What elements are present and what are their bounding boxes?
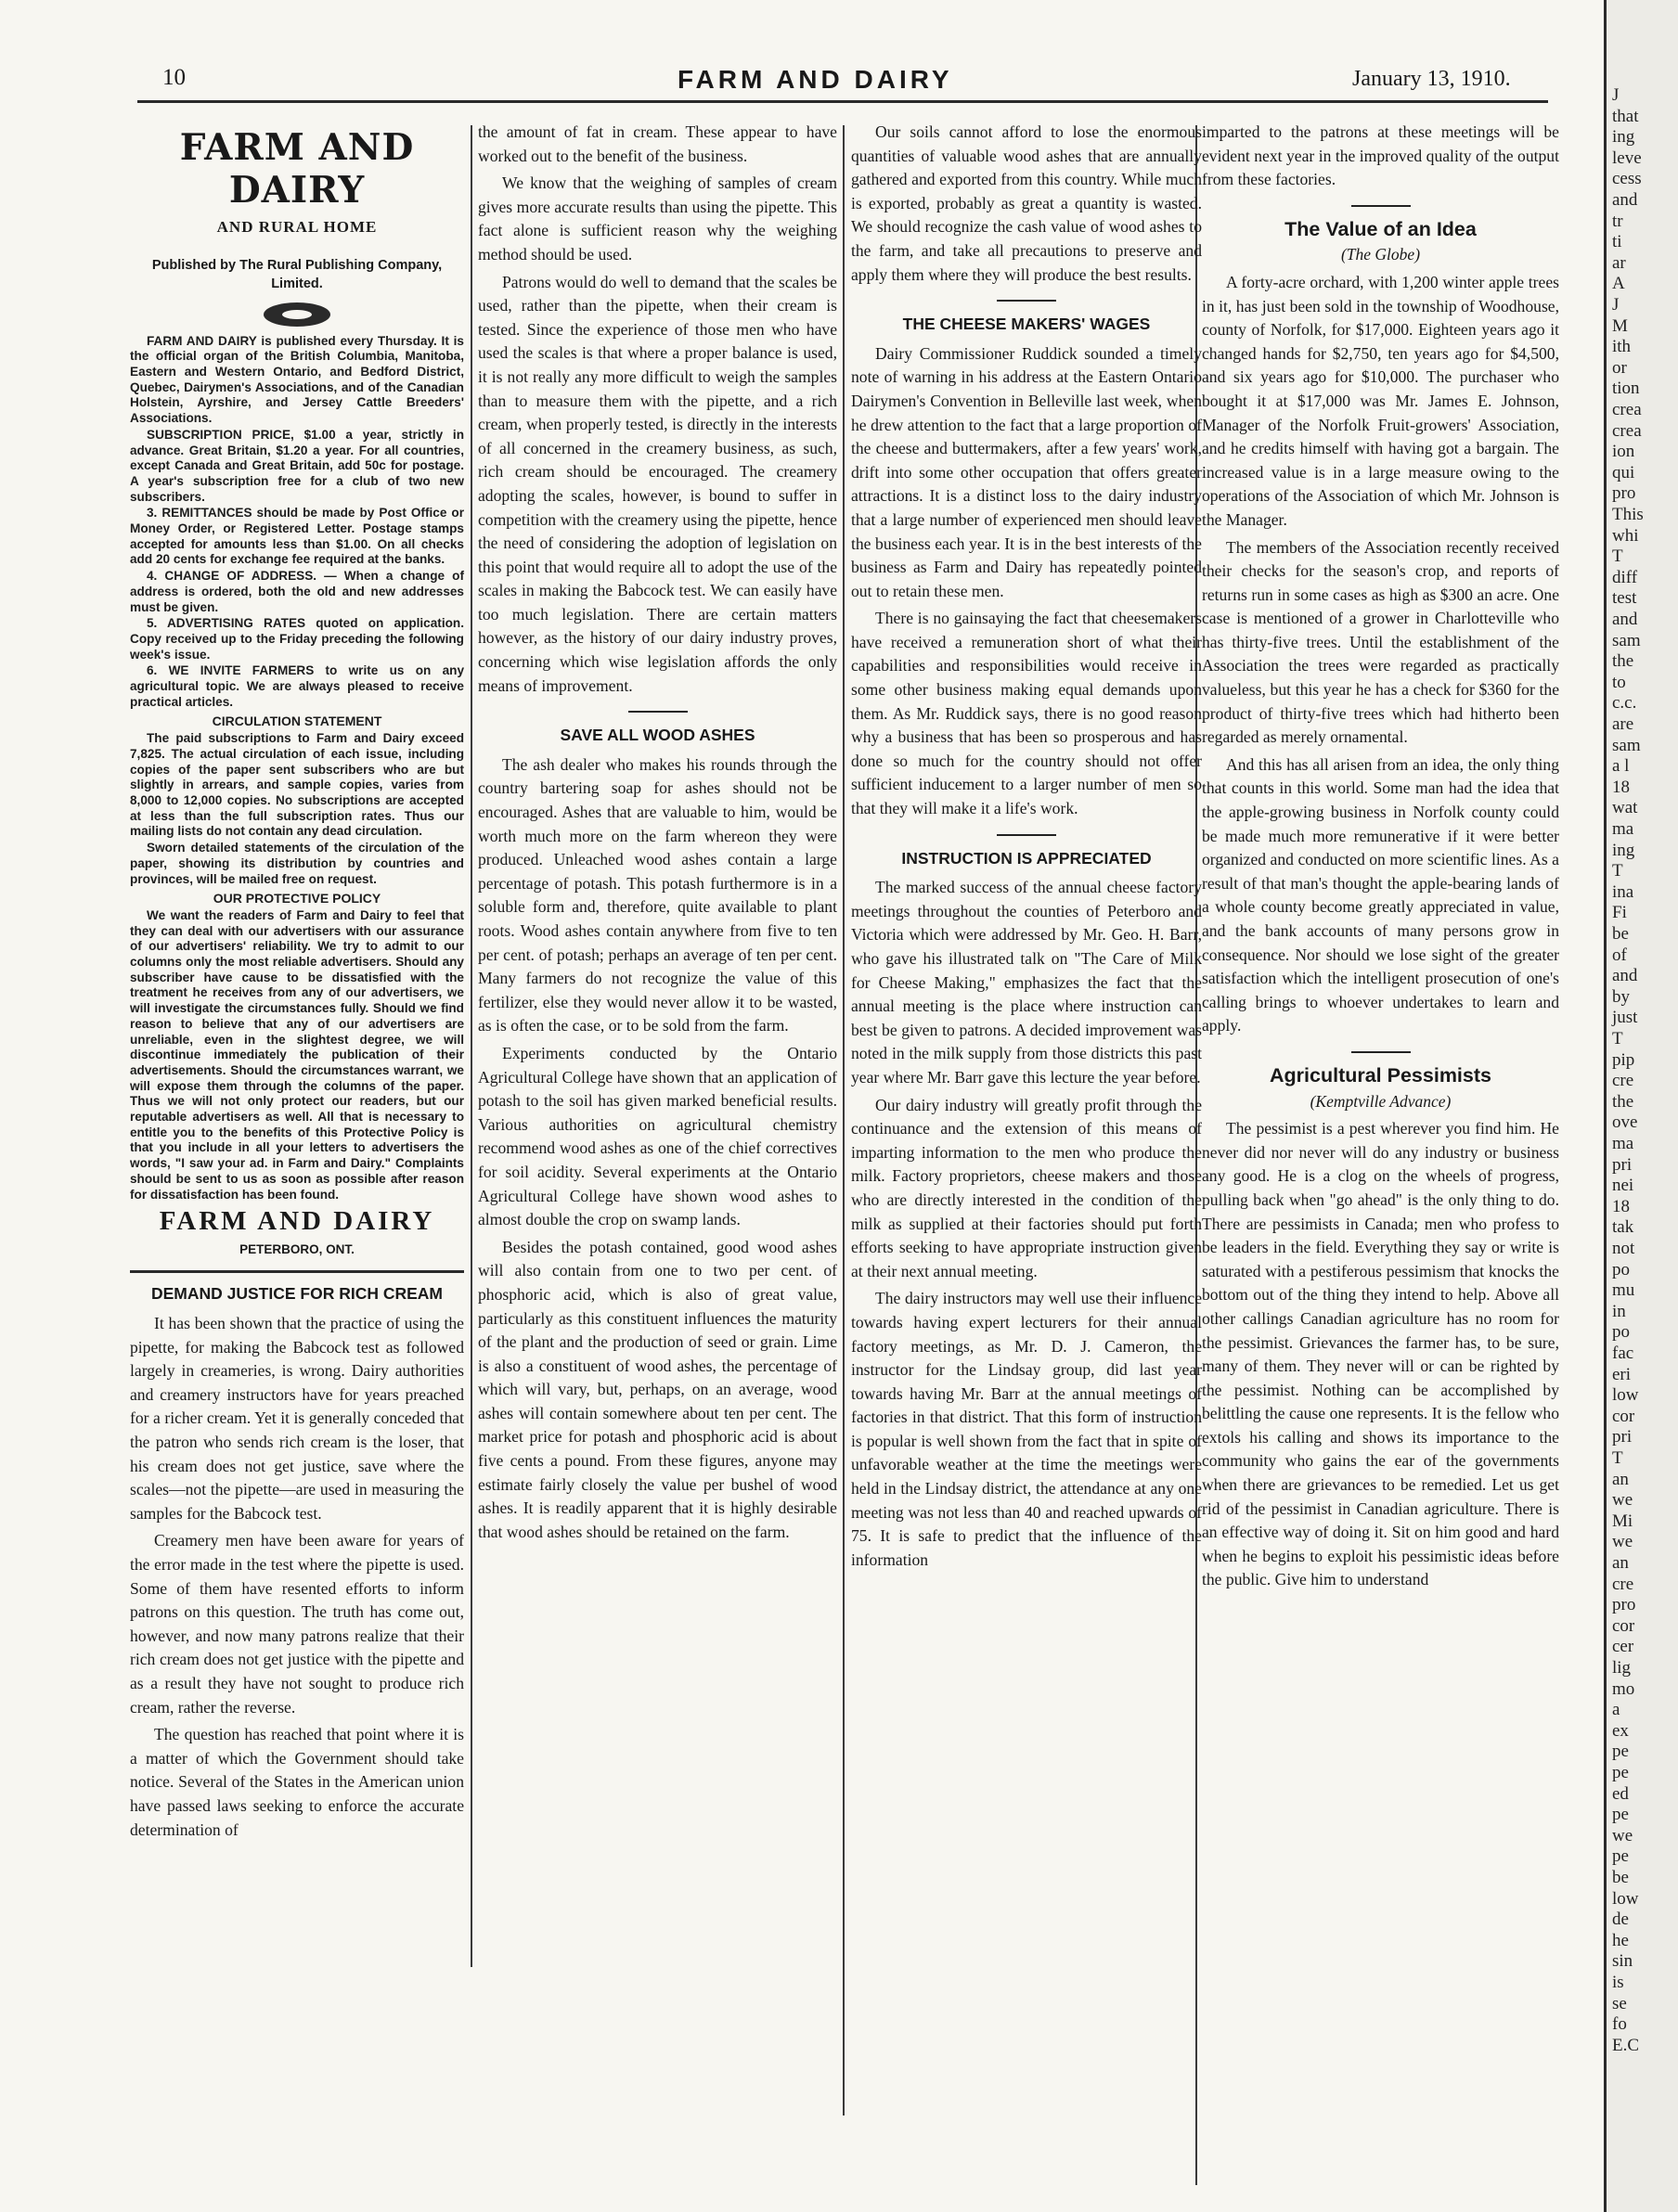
section-rule [628,711,688,713]
next-page-fragment: 18 [1612,1196,1630,1216]
next-page-fragment: lig [1612,1658,1632,1678]
next-page-fragment: crea [1612,420,1642,441]
next-page-fragment: ti [1612,232,1622,252]
notice: 4. CHANGE OF ADDRESS. — When a change of address is ordered, both the old and new addresses must be given. [130,569,464,614]
article-paragraph: The ash dealer who makes his rounds through the country bartering soap for ashes should not be encouraged. Ashes that are valuable to him, would be worth much more on the farm whereon they were produced. Unleached wood ashes contain a large percentage of potash. This potash furthermore is in a soluble form and, therefore, quite available to plant roots. Wood ashes contain anywhere from five to ten per cent. of potash; perhaps an average of ten per cent. Many farmers do not recognize the value of this fertilizer, else they would never allow it to be wasted, as is often the case, or to be sold from the farm. [478,754,837,1035]
issue-date: January 13, 1910. [1352,67,1511,91]
next-page-fragment: cor [1612,1615,1635,1636]
column-3 [851,121,1202,1575]
next-page-fragment: cre [1612,1574,1634,1594]
article-title: The Value of an Idea [1284,217,1477,240]
next-page-fragment: po [1612,1322,1630,1343]
next-page-fragment: qui [1612,462,1635,482]
next-page-fragment: pro [1612,483,1636,504]
article-paragraph: The members of the Association recently received their checks for the season's crop, and reports of returns run in some cases as high as $300 an acre. One case is mentioned of a grower in Charlotteville who has thirty-five trees. Until the establishment of the Association the trees were regarded as practically valueless, but this year he has a check for $360 for the product of thirty-five trees which had hitherto been regarded as merely ornamental. [1202,537,1559,747]
next-page-fragment: be [1612,924,1629,944]
next-page-fragment: cre [1612,1071,1634,1091]
next-page-fragment: pri [1612,1427,1633,1447]
notice: 6. WE INVITE FARMERS to write us on any agricultural topic. We are always pleased to receive practical articles. [130,663,464,709]
next-page-fragment: T [1612,1448,1623,1468]
next-page-fragment: cer [1612,1637,1634,1657]
masthead-address: PETERBORO, ONT. [239,1241,355,1256]
next-page-fragment: se [1612,1993,1627,2013]
next-page-fragment: just [1612,1008,1638,1028]
next-page-fragment: crea [1612,400,1642,419]
article-paragraph: The question has reached that point where it is a matter of which the Government should take notice. Several of the States in the American union have passed laws seeking to enforce the accurate determination of [130,1725,464,1839]
notice: FARM AND DAIRY is published every Thursday. It is the official organ of the British Columbia, Manitoba, Eastern and Western Ontario, and Bedford District, Quebec, Dairymen's Associations, and of the Canadian Holstein, Ayrshire, and Jersey Cattle Breeders' Associations. [130,333,464,426]
notice: 5. ADVERTISING RATES quoted on application. Copy received up to the Friday preceding the following week's issue. [130,616,464,662]
next-page-fragment: mo [1612,1678,1635,1699]
masthead-subtitle: AND RURAL HOME [216,218,378,236]
next-page-fragment: sam [1612,735,1641,755]
next-page-fragment: sin [1612,1951,1633,1972]
next-page-fragment: in [1612,1301,1626,1321]
column-rule [843,125,845,2116]
next-page-fragment: test [1612,588,1637,609]
masthead-title: FARM AND DAIRY [179,126,415,212]
next-page-fragment: ina [1612,881,1634,902]
page-header [162,65,1555,102]
notice: 3. REMITTANCES should be made by Post Office or Money Order, or Registered Letter. Postage stamps accepted for amounts less than $1.00. On all checks add 20 cents for exchange fee required at the banks. [130,506,464,567]
article-paragraph: There is no gainsaying the fact that cheesemakers have received a remuneration short of what their capabilities and responsibilities would receive in some other business making equal demands upon them. As Mr. Ruddick says, there is no good reason why a business that has been so prosperous and has done so much for the country should not offer sufficient inducement to a larger number of men so that they will make it a life's work. [851,609,1202,818]
next-page-fragment: we [1612,1532,1633,1552]
section-rule [130,1270,464,1273]
article-title: SAVE ALL WOOD ASHES [560,726,755,745]
next-page-fragment: that [1612,106,1639,126]
next-page-fragment: whi [1612,525,1639,546]
next-page-fragment: and [1612,610,1638,629]
article-paragraph: Our dairy industry will greatly profit through the continuance and the extension of this means of imparting information to the men who produce the milk. Factory proprietors, cheese makers and those who are directly interested in the condition of the milk as supplied at their factories should put forth efforts seeking to have appropriate instruction given at their next annual meeting. [851,1095,1202,1280]
next-page-fragment: ma [1612,819,1634,839]
article-title: THE CHEESE MAKERS' WAGES [902,315,1151,334]
article-paragraph: imparted to the patrons at these meetings will be evident next year in the improved quality of the output from these factories. [1202,122,1559,189]
next-page-fragment: a l [1612,756,1630,777]
next-page-fragment: T [1612,547,1623,567]
next-page-fragment: are [1612,714,1634,734]
next-page-fragment: eri [1612,1364,1632,1384]
next-page-fragment: J [1612,295,1620,315]
next-page-fragment: de [1612,1910,1629,1930]
next-page-fragment: we [1612,1490,1633,1511]
next-page-fragment: of [1612,945,1627,965]
next-page-fragment: the [1612,1091,1634,1112]
article-paragraph: Patrons would do well to demand that the scales be used, rather than the pipette, when their cream is tested. Since the experience of those men who have used the scales is that where a proper balance is used, it is not really any more difficult to weigh the samples than to measure them with the pipette, and a rich cream, when properly tested, is directly in the interests of all concerned in the creamery business, as such, rich cream should be encouraged. The creamery adopting the scales, however, is bound to suffer in competition with the creamery using the pipette, hence the need of considering the adoption of legislation on this point that would require all to adopt the use of the scales in making the Babcock test. We can easily have too much legislation. There are certain matters however, as the history of our dairy industry proves, concerning which wise legislation affords the only means of improvement. [478,272,837,695]
next-page-fragment: tion [1612,379,1640,399]
circulation-text: The paid subscriptions to Farm and Dairy exceed 7,825. The actual circulation of each issue, including copies of the paper sent subscribers who are but slightly in arrears, and sample copies, varies from 8,000 to 12,000 copies. No subscriptions are accepted at less than the full subscription rates. Thus our mailing lists do not contain any dead circulation. [130,731,464,839]
next-page-fragment: This [1612,505,1644,524]
article-paragraph: The marked success of the annual cheese factory meetings throughout the counties of Peterboro and Victoria which were addressed by Mr. Geo. H. Barr, who gave his illustrated talk on "The Care of Milk for Cheese Making," emphasizes the fact that the annual meeting is the place where instruction can best be given to patrons. A decided improvement was noted in the milk supply from those districts this past year where Mr. Barr gave this lecture the year before. [851,878,1202,1087]
next-page-fragment: not [1612,1239,1635,1258]
next-page-fragment: pe [1612,1742,1629,1762]
next-page-fragment: ing [1612,840,1635,860]
next-page-fragment: E.C [1612,2035,1640,2055]
next-page-fragment: he [1612,1930,1629,1950]
article-paragraph: Creamery men have been aware for years of the error made in the test where the pipette is used. Some of them have resented efforts to inform patrons on this question. The truth has come out, however, and now many patrons realize that their rich cream does not get justice with the pipette and as a result they have not sought to produce rich cream, rather the reverse. [130,1531,464,1717]
section-rule [1351,1051,1411,1053]
next-page-fragment: by [1612,986,1630,1007]
next-page-fragment: T [1612,861,1623,881]
next-page-fragment: the [1612,651,1634,672]
next-page-fragment: pip [1612,1049,1635,1070]
article-paragraph: It has been shown that the practice of using the pipette, for making the Babcock test as followed largely in creameries, is wrong. Dairy authorities and creamery instructors have for years preached for a richer cream. Yet it is generally conceded that the patron who sends rich cream is the loser, that his cream does not get justice, save where the scales—not the pipette—are used in measuring the samples for the Babcock test. [130,1314,464,1523]
policy-text: We want the readers of Farm and Dairy to feel that they can deal with our advertisers with our assurance of our advertisers' reliability. We try to admit to our columns only the most reliable advertisers. Should any subscriber have cause to be dissatisfied with the treatment he receives from any of our advertisers, we will investigate the circumstances fully. Should we find reason to believe that any of our advertisers are unreliable, even in the slightest degree, we will discontinue immediately the publication of their advertisements. Should the circumstances warrant, we will expose them through the columns of the paper. Thus we will not only protect our readers, but our reputable advertisers as well. All that is necessary to entitle you to the benefits of this Protective Policy is that you include in all your letters to advertisers the words, "I saw your ad. in Farm and Dairy." Complaints should be sent to us as soon as possible after reason for dissatisfaction has been found. [130,907,464,1202]
column-2 [478,121,837,1548]
next-page-fragment: M [1612,315,1628,336]
policy-heading: OUR PROTECTIVE POLICY [213,891,381,907]
next-page-fragment: 18 [1612,777,1630,797]
next-page-fragment: ing [1612,127,1635,148]
notice: SUBSCRIPTION PRICE, $1.00 a year, strictly in advance. Great Britain, $1.20 a year. For all countries, except Canada and Great Britain, add 50c for postage. A year's subscription free for a club of two new subscribers. [130,427,464,504]
next-page-fragment: nei [1612,1176,1634,1196]
next-page-fragment: is [1612,1973,1624,1992]
next-page-fragment: Mi [1612,1511,1633,1531]
next-page-fragment: be [1612,1868,1629,1887]
column-4 [1202,121,1559,1596]
section-rule [997,300,1056,302]
article-title: INSTRUCTION IS APPRECIATED [901,848,1152,868]
column-1 [130,121,464,1845]
column-rule [471,125,472,1967]
next-page-fragment: leve [1612,148,1642,168]
next-page-fragment: J [1612,85,1620,105]
next-page-fragment: ion [1612,442,1635,462]
next-page-fragment: mu [1612,1280,1635,1301]
next-page-fragment: diff [1612,567,1638,587]
next-page-fragment: ed [1612,1783,1629,1804]
article-paragraph: A forty-acre orchard, with 1,200 winter apple trees in it, has just been sold in the township of Woodhouse, county of Norfolk, for $17,000. Eighteen years ago it changed hands for $2,750, ten years ago for $4,500, and six years ago for $10,000. The purchaser who bought it at $17,000 was Mr. James E. Johnson, Manager of the Norfolk Fruit-growers' Association, and he credits himself with having got a bargain. The increased value is in a large measure owing to the operations of the Association of which Mr. Johnson is the Manager. [1202,272,1559,529]
circulation-heading: CIRCULATION STATEMENT [212,714,382,729]
next-page-edge [1604,0,1678,2212]
article-title: Agricultural Pessimists [1270,1063,1491,1087]
article-source: (Kemptville Advance) [1310,1091,1452,1111]
next-page-fragment: and [1612,190,1638,210]
next-page-fragment: c.c. [1612,693,1637,714]
next-page-fragment: pri [1612,1154,1633,1175]
section-rule [997,834,1056,836]
circulation-text: Sworn detailed statements of the circulation of the paper, showing its distribution by countries and provinces, will be mailed free on request. [130,841,464,886]
next-page-fragment: sam [1612,630,1641,650]
next-page-fragment: tr [1612,211,1623,231]
next-page-fragment: an [1612,1469,1629,1489]
article-paragraph: And this has all arisen from an idea, the only thing that counts in this world. Some man had the idea that the apple-growing business in Norfolk county could be made much more remunerative if it were better organized and conducted on more scientific lines. As a result of that man's thought the apple-bearing lands of a whole county become greatly appreciated in value, and the bank accounts of many persons grow in consequence. Nor should we lose sight of the greater satisfaction which the intelligent prosecution of one's calling brings to whoever undertakes to learn and apply. [1202,754,1559,1035]
next-page-fragment: cor [1612,1406,1635,1426]
header-rule [137,100,1548,103]
article-paragraph: Dairy Commissioner Ruddick sounded a timely note of warning in his address at the Eastern Ontario Dairymen's Convention in Belleville last week, when he drew attention to the fact that a large proportion of the cheese and buttermakers, after a few years' work, drift into some other occupation that offers greater attractions. It is a distinct loss to the dairy industry that a large number of experienced men should leave the business each year. It is in the best interests of the business as Farm and Dairy has repeatedly pointed out to retain these men. [851,343,1202,600]
next-page-fragment: pe [1612,1805,1629,1825]
article-title: DEMAND JUSTICE FOR RICH CREAM [150,1284,444,1304]
article-source: (The Globe) [1340,245,1421,264]
article-paragraph: The pessimist is a pest wherever you find him. He never did nor never will do any industry or business any good. He is a clog on the wheels of progress, pulling back when "go ahead" is the only thing to do. There are pessimists in Canada; men who profess to be leaders in the field. Everything they say or write is saturated with a pestiferous pessimism that knocks the bottom out of the thing they intend to help. Above all other callings Canadian agriculture has no room for the pessimist. Grievances the farmer has, to be sure, many of them. They never will or can be righted by the pessimist. Nothing can be accomplished by belittling the cause one represents. It is the fellow who extols his calling and shows its importance to the community who gains the ear of the governments when there are grievances to be remedied. Let us get rid of the pessimist in Canadian agriculture. There is an effective way of doing it. Sit on him good and hard when he begins to exploit his pessimistic ideas before the public. Give him to understand [1202,1119,1559,1589]
masthead-footer-title: FARM AND DAIRY [159,1206,435,1237]
next-page-fragment: Fi [1612,903,1627,923]
section-rule [1351,205,1411,207]
next-page-fragment: ar [1612,252,1626,273]
next-page-fragment: low [1612,1385,1639,1406]
next-page-fragment: pe [1612,1846,1629,1867]
article-paragraph: the amount of fat in cream. These appear to have worked out to the benefit of the business. [478,122,837,165]
next-page-fragment: cess [1612,169,1642,189]
next-page-fragment: and [1612,966,1638,986]
next-page-fragment: T [1612,1029,1623,1048]
next-page-fragment: ma [1612,1134,1634,1153]
next-page-fragment: ith [1612,337,1632,357]
next-page-fragment: A [1612,274,1625,294]
next-page-fragment: low [1612,1888,1639,1909]
next-page-fragment: we [1612,1825,1633,1845]
next-page-fragment: pe [1612,1763,1629,1782]
next-page-fragment: tak [1612,1217,1634,1238]
page-number: 10 [162,65,186,90]
article-paragraph: The dairy instructors may well use their influence towards having expert lecturers for their annual factory meetings, as Mr. D. J. Cameron, the instructor for the Lindsay group, did last year towards having Mr. Barr at the annual meetings of factories in that district. That this form of instruction is popular is well shown from the fact that in spite of unfavorable weather at the time the meetings were held in the Lindsay district, the attendance at any one meeting was not less than 40 and reached upwards of 75. It is safe to predict that the influence of the information [851,1289,1202,1569]
next-page-fragment: pro [1612,1595,1636,1615]
next-page-fragment: fac [1612,1344,1634,1363]
article-paragraph: Experiments conducted by the Ontario Agricultural College have shown that an application of potash to the soil has given marked beneficial results. Various authorities on agricultural chemistry recommend wood ashes as one of the chief correctives for soil acidity. Several experiments at the Ontario Agricultural College have shown wood ashes to almost double the crop on swamp lands. [478,1043,837,1229]
next-page-fragment: an [1612,1553,1629,1573]
next-page-fragment: to [1612,672,1626,692]
next-page-fragment: ex [1612,1720,1629,1741]
ornament-icon [264,302,330,327]
article-paragraph: We know that the weighing of samples of cream gives more accurate results than using the pipette. This fact alone is sufficient reason why the weighing method should be used. [478,174,837,264]
next-page-fragment: ove [1612,1112,1638,1133]
next-page-fragment: a [1612,1700,1620,1720]
article-paragraph: Besides the potash contained, good wood ashes will also contain from one to two per cent. of phosphoric acid, which is also of great value, particularly as this constituent influences the maturity of the plant and the production of seed or grain. Lime is also a constituent of wood ashes, the percentage of which will vary, but, perhaps, on an average, wood ashes will contain somewhere about ten per cent. The market price for potash and phosphoric acid is about five cents a pound. From these figures, anyone may estimate fairly closely the value per bushel of wood ashes. It is readily apparent that it is highly desirable that wood ashes should be retained on the farm. [478,1237,837,1541]
next-page-fragment: or [1612,357,1627,378]
next-page-fragment: fo [1612,2014,1627,2035]
next-page-fragment: wat [1612,798,1638,818]
running-title: FARM AND DAIRY [678,65,953,94]
publication-notices [130,334,464,1203]
article-paragraph: Our soils cannot afford to lose the enormous quantities of valuable wood ashes that are annually gathered and exported from this country. While much is exported, probably as great a quantity is wasted. We should recognize the cash value of wood ashes to the farm, and take all precautions to preserve and apply them where they will produce the best results. [851,122,1202,284]
publisher-line: Published by The Rural Publishing Company, Limited. [151,257,443,291]
next-page-fragment: po [1612,1259,1630,1280]
